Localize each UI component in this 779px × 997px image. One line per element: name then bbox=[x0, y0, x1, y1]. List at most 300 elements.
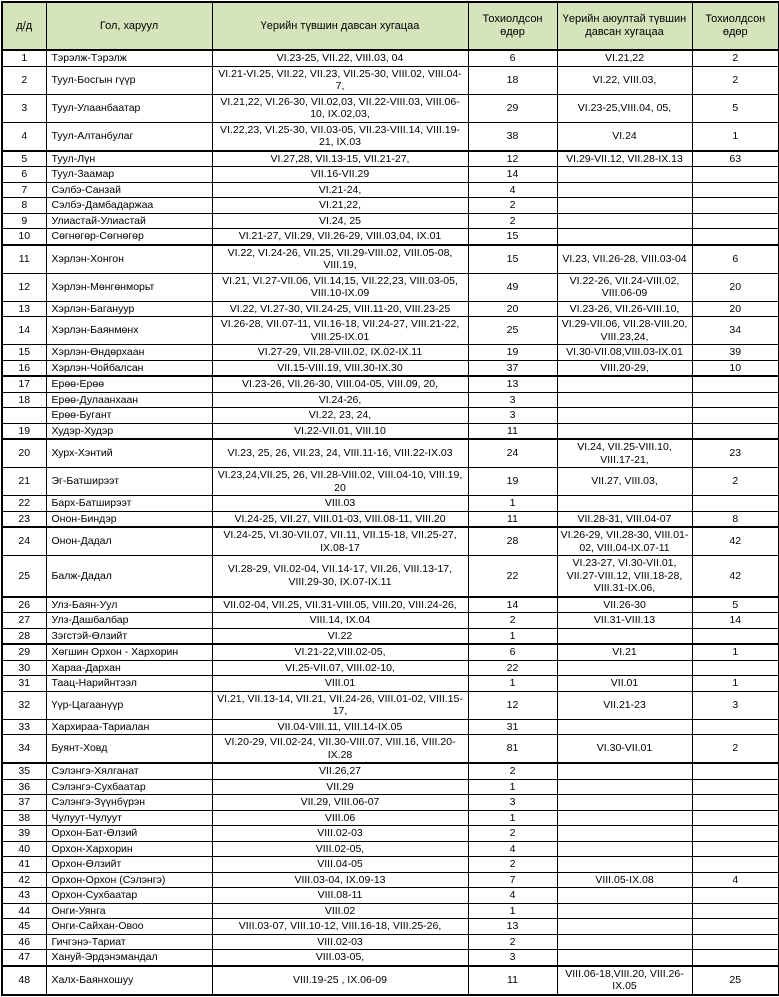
station-cell: Хархираа-Тариалан bbox=[46, 719, 212, 735]
danger-period-cell: VI.24 bbox=[557, 122, 692, 151]
flood-period-cell: VI.21-27, VII.29, VII.26-29, VIII.03,04, IX.01 bbox=[212, 229, 468, 245]
row-number-cell: 40 bbox=[2, 841, 46, 857]
table-row bbox=[2, 795, 779, 811]
row-number-cell: 21 bbox=[2, 468, 46, 496]
danger-period-cell: VII.27, VIII.03, bbox=[557, 468, 692, 496]
row-number-cell: 20 bbox=[2, 439, 46, 468]
table-row bbox=[2, 903, 779, 919]
table-row bbox=[2, 423, 779, 439]
table-row bbox=[2, 613, 779, 629]
row-number-cell: 2 bbox=[2, 66, 46, 94]
flood-days-cell: 2 bbox=[468, 857, 557, 873]
row-number-cell: 32 bbox=[2, 691, 46, 719]
row-number-cell: 18 bbox=[2, 392, 46, 408]
row-number-cell: 13 bbox=[2, 301, 46, 317]
table-row bbox=[2, 597, 779, 613]
row-number-cell: 47 bbox=[2, 950, 46, 966]
flood-days-cell: 7 bbox=[468, 872, 557, 888]
flood-period-cell: VII.16-VII.29 bbox=[212, 167, 468, 183]
station-cell: Буянт-Ховд bbox=[46, 735, 212, 764]
flood-period-cell: VI.24-25, VI.30-VII.07, VII.11, VII.15-18, VII.25-27, IX.08-17 bbox=[212, 527, 468, 556]
row-number-cell: 4 bbox=[2, 122, 46, 151]
station-cell: Худэр-Худэр bbox=[46, 423, 212, 439]
flood-days-cell: 22 bbox=[468, 556, 557, 597]
flood-days-cell: 2 bbox=[468, 763, 557, 779]
station-cell: Ерөө-Ерөө bbox=[46, 376, 212, 392]
row-number-cell: 46 bbox=[2, 934, 46, 950]
flood-days-cell: 11 bbox=[468, 423, 557, 439]
danger-period-cell bbox=[557, 795, 692, 811]
station-cell: Хэрлэн-Хонгон bbox=[46, 245, 212, 274]
flood-days-cell: 4 bbox=[468, 841, 557, 857]
danger-period-cell: VI.30-VII.08,VIII.03-IX.01 bbox=[557, 345, 692, 361]
danger-days-cell: 5 bbox=[692, 597, 779, 613]
danger-period-cell: VII.21-23 bbox=[557, 691, 692, 719]
danger-days-cell: 42 bbox=[692, 527, 779, 556]
flood-period-cell: VII.15-VIII.19, VIII.30-IX.30 bbox=[212, 360, 468, 376]
danger-days-cell: 2 bbox=[692, 468, 779, 496]
flood-period-cell: VI.24-26, bbox=[212, 392, 468, 408]
flood-days-cell: 13 bbox=[468, 919, 557, 935]
table-row bbox=[2, 376, 779, 392]
flood-days-cell: 22 bbox=[468, 660, 557, 676]
row-number-cell: 23 bbox=[2, 511, 46, 527]
row-number-cell: 36 bbox=[2, 779, 46, 795]
flood-days-cell: 14 bbox=[468, 167, 557, 183]
flood-period-cell: VI.22, VI.27-30, VII.24-25, VIII.11-20, VIII.23-25 bbox=[212, 301, 468, 317]
danger-period-cell: VI.30-VII.01 bbox=[557, 735, 692, 764]
flood-days-cell: 18 bbox=[468, 66, 557, 94]
flood-days-cell: 6 bbox=[468, 50, 557, 66]
flood-days-cell: 29 bbox=[468, 94, 557, 122]
table-row bbox=[2, 151, 779, 167]
station-cell: Сэлэнгэ-Сухбаатар bbox=[46, 779, 212, 795]
station-cell: Хэрлэн-Мөнгөнморьт bbox=[46, 273, 212, 301]
station-cell: Онги-Уянга bbox=[46, 903, 212, 919]
table-row bbox=[2, 810, 779, 826]
flood-days-cell: 13 bbox=[468, 376, 557, 392]
flood-days-cell: 3 bbox=[468, 950, 557, 966]
danger-period-cell bbox=[557, 628, 692, 644]
station-cell: Балж-Дадал bbox=[46, 556, 212, 597]
flood-days-cell: 12 bbox=[468, 151, 557, 167]
danger-period-cell bbox=[557, 376, 692, 392]
flood-days-cell: 11 bbox=[468, 511, 557, 527]
danger-days-cell bbox=[692, 950, 779, 966]
row-number-cell: 29 bbox=[2, 644, 46, 660]
table-row bbox=[2, 468, 779, 496]
flood-days-cell: 81 bbox=[468, 735, 557, 764]
flood-period-cell: VIII.01 bbox=[212, 676, 468, 692]
flood-days-cell: 24 bbox=[468, 439, 557, 468]
flood-period-cell: VIII.03 bbox=[212, 496, 468, 512]
row-number-cell: 38 bbox=[2, 810, 46, 826]
danger-days-cell: 42 bbox=[692, 556, 779, 597]
danger-days-cell bbox=[692, 198, 779, 214]
table-row bbox=[2, 763, 779, 779]
table-row bbox=[2, 360, 779, 376]
station-cell: Улиастай-Улиастай bbox=[46, 213, 212, 229]
row-number-cell: 9 bbox=[2, 213, 46, 229]
station-cell: Тэрэлж-Тэрэлж bbox=[46, 50, 212, 66]
danger-period-cell bbox=[557, 408, 692, 424]
row-number-cell: 26 bbox=[2, 597, 46, 613]
danger-period-cell: VI.29-VII.12, VII.28-IX.13 bbox=[557, 151, 692, 167]
table-row bbox=[2, 408, 779, 424]
danger-days-cell: 25 bbox=[692, 966, 779, 995]
flood-period-cell: VIII.19-25 , IX.06-09 bbox=[212, 966, 468, 995]
table-row bbox=[2, 511, 779, 527]
danger-days-cell bbox=[692, 392, 779, 408]
station-cell: Хурх-Хэнтий bbox=[46, 439, 212, 468]
flood-period-cell: VI.21,22, bbox=[212, 198, 468, 214]
danger-period-cell bbox=[557, 496, 692, 512]
row-number-cell: 14 bbox=[2, 317, 46, 345]
danger-days-cell bbox=[692, 934, 779, 950]
danger-days-cell bbox=[692, 903, 779, 919]
table-row bbox=[2, 735, 779, 764]
flood-period-cell: VI.25-VII.07, VIII.02-10, bbox=[212, 660, 468, 676]
flood-days-cell: 31 bbox=[468, 719, 557, 735]
danger-period-cell: VI.23-27, VI.30-VII.01, VII.27-VIII.12, VIII.18-28, VIII.31-IX.06, bbox=[557, 556, 692, 597]
flood-days-cell: 15 bbox=[468, 245, 557, 274]
station-cell: Орхон-Хархорин bbox=[46, 841, 212, 857]
flood-period-cell: VI.22,23, VI.25-30, VII.03-05, VII.23-VIII.14, VIII.19-21, IX.03 bbox=[212, 122, 468, 151]
flood-days-cell: 1 bbox=[468, 496, 557, 512]
danger-days-cell bbox=[692, 919, 779, 935]
flood-days-cell: 2 bbox=[468, 934, 557, 950]
flood-days-cell: 4 bbox=[468, 888, 557, 904]
station-cell: Хэрлэн-Багануур bbox=[46, 301, 212, 317]
row-number-cell: 42 bbox=[2, 872, 46, 888]
flood-days-cell: 6 bbox=[468, 644, 557, 660]
row-number-cell: 3 bbox=[2, 94, 46, 122]
row-number-cell: 17 bbox=[2, 376, 46, 392]
danger-period-cell: VI.23-26, VII.26-VIII.10, bbox=[557, 301, 692, 317]
table-row bbox=[2, 94, 779, 122]
header-danger-period: Үерийн аюултай түвшин давсан хугацаа bbox=[557, 2, 692, 50]
table-row bbox=[2, 301, 779, 317]
flood-period-cell: VIII.02-05, bbox=[212, 841, 468, 857]
danger-days-cell: 5 bbox=[692, 94, 779, 122]
danger-period-cell: VI.24, VII.25-VIII.10, VIII.17-21, bbox=[557, 439, 692, 468]
flood-period-cell: VI.21-VI.25, VII.22, VII.23, VII.25-30, VIII.02, VIII.04-7, bbox=[212, 66, 468, 94]
danger-days-cell bbox=[692, 888, 779, 904]
table-row bbox=[2, 213, 779, 229]
flood-period-cell: VI.28-29, VII.02-04, VII.14-17, VII.26, VIII.13-17, VIII.29-30, IX.07-IX.11 bbox=[212, 556, 468, 597]
danger-period-cell: VI.22-26, VII.24-VIII.02, VIII.06-09 bbox=[557, 273, 692, 301]
danger-period-cell: VII.28-31, VIII.04-07 bbox=[557, 511, 692, 527]
row-number-cell: 8 bbox=[2, 198, 46, 214]
table-row bbox=[2, 122, 779, 151]
station-cell: Эг-Батширээт bbox=[46, 468, 212, 496]
danger-days-cell: 2 bbox=[692, 66, 779, 94]
danger-period-cell bbox=[557, 392, 692, 408]
table-row bbox=[2, 167, 779, 183]
danger-period-cell: VII.31-VIII.13 bbox=[557, 613, 692, 629]
flood-days-cell: 49 bbox=[468, 273, 557, 301]
row-number-cell: 15 bbox=[2, 345, 46, 361]
row-number-cell: 11 bbox=[2, 245, 46, 274]
header-number: д/д bbox=[2, 2, 46, 50]
table-row bbox=[2, 198, 779, 214]
danger-days-cell bbox=[692, 496, 779, 512]
flood-period-cell: VI.22 bbox=[212, 628, 468, 644]
flood-days-cell: 37 bbox=[468, 360, 557, 376]
station-cell: Халх-Баянхошуу bbox=[46, 966, 212, 995]
danger-period-cell bbox=[557, 950, 692, 966]
table-row bbox=[2, 317, 779, 345]
flood-period-cell: VIII.02 bbox=[212, 903, 468, 919]
danger-days-cell: 10 bbox=[692, 360, 779, 376]
danger-days-cell bbox=[692, 660, 779, 676]
flood-days-cell: 1 bbox=[468, 903, 557, 919]
table-row bbox=[2, 556, 779, 597]
table-header bbox=[2, 2, 779, 50]
row-number-cell: 12 bbox=[2, 273, 46, 301]
table-body bbox=[2, 50, 779, 995]
danger-days-cell bbox=[692, 408, 779, 424]
table-row bbox=[2, 966, 779, 995]
flood-period-cell: VI.22, VI.24-26, VII.25, VII.29-VIII.02, VIII.05-08, VIII.19, bbox=[212, 245, 468, 274]
flood-period-cell: VII.29 bbox=[212, 779, 468, 795]
danger-days-cell: 6 bbox=[692, 245, 779, 274]
row-number-cell: 30 bbox=[2, 660, 46, 676]
danger-days-cell: 1 bbox=[692, 644, 779, 660]
danger-days-cell bbox=[692, 763, 779, 779]
flood-days-cell: 1 bbox=[468, 628, 557, 644]
danger-period-cell: VIII.20-29, bbox=[557, 360, 692, 376]
flood-days-cell: 2 bbox=[468, 613, 557, 629]
table-row bbox=[2, 644, 779, 660]
danger-days-cell bbox=[692, 376, 779, 392]
danger-period-cell bbox=[557, 719, 692, 735]
flood-period-cell: VIII.02-03 bbox=[212, 826, 468, 842]
danger-days-cell: 4 bbox=[692, 872, 779, 888]
danger-period-cell: VII.26-30 bbox=[557, 597, 692, 613]
danger-period-cell bbox=[557, 934, 692, 950]
danger-period-cell bbox=[557, 841, 692, 857]
header-flood-days: Тохиолдсон өдөр bbox=[468, 2, 557, 50]
row-number-cell: 28 bbox=[2, 628, 46, 644]
table-row bbox=[2, 50, 779, 66]
flood-days-cell: 20 bbox=[468, 301, 557, 317]
flood-period-cell: VII.29, VIII.06-07 bbox=[212, 795, 468, 811]
station-cell: Сөгнөгөр-Сөгнөгөр bbox=[46, 229, 212, 245]
danger-days-cell: 2 bbox=[692, 735, 779, 764]
danger-days-cell: 34 bbox=[692, 317, 779, 345]
flood-period-cell: VI.23,24,VII.25, 26, VII.28-VIII.02, VIII.04-10, VIII.19, 20 bbox=[212, 468, 468, 496]
table-row bbox=[2, 888, 779, 904]
flood-period-cell: VI.22-VII.01, VIII.10 bbox=[212, 423, 468, 439]
flood-period-cell: VI.27,28, VII.13-15, VII.21-27, bbox=[212, 151, 468, 167]
danger-days-cell bbox=[692, 810, 779, 826]
danger-days-cell: 3 bbox=[692, 691, 779, 719]
row-number-cell: 48 bbox=[2, 966, 46, 995]
table-row bbox=[2, 841, 779, 857]
table-row bbox=[2, 66, 779, 94]
flood-days-cell: 19 bbox=[468, 345, 557, 361]
row-number-cell: 22 bbox=[2, 496, 46, 512]
danger-days-cell bbox=[692, 779, 779, 795]
station-cell: Үүр-Цагаанүүр bbox=[46, 691, 212, 719]
flood-days-cell: 1 bbox=[468, 676, 557, 692]
station-cell: Хараа-Дархан bbox=[46, 660, 212, 676]
danger-days-cell: 1 bbox=[692, 122, 779, 151]
flood-days-cell: 2 bbox=[468, 198, 557, 214]
station-cell: Орхон-Орхон (Сэлэнгэ) bbox=[46, 872, 212, 888]
flood-period-cell: VIII.04-05 bbox=[212, 857, 468, 873]
flood-days-cell: 19 bbox=[468, 468, 557, 496]
danger-period-cell bbox=[557, 888, 692, 904]
danger-period-cell: VIII.06-18,VIII.20, VIII.26-IX.05 bbox=[557, 966, 692, 995]
station-cell: Таац-Нарийнтээл bbox=[46, 676, 212, 692]
station-cell: Ерөө-Дулаанхаан bbox=[46, 392, 212, 408]
station-cell: Барх-Батширээт bbox=[46, 496, 212, 512]
flood-days-cell: 12 bbox=[468, 691, 557, 719]
row-number-cell: 39 bbox=[2, 826, 46, 842]
row-number-cell: 34 bbox=[2, 735, 46, 764]
flood-period-cell: VIII.06 bbox=[212, 810, 468, 826]
danger-period-cell bbox=[557, 660, 692, 676]
station-cell: Хэрлэн-Чойбалсан bbox=[46, 360, 212, 376]
danger-days-cell: 14 bbox=[692, 613, 779, 629]
table-row bbox=[2, 182, 779, 198]
table-row bbox=[2, 719, 779, 735]
danger-days-cell bbox=[692, 423, 779, 439]
table-row bbox=[2, 950, 779, 966]
header-station: Гол, харуул bbox=[46, 2, 212, 50]
station-cell: Гичгэнэ-Тариат bbox=[46, 934, 212, 950]
station-cell: Чулуут-Чулуут bbox=[46, 810, 212, 826]
station-cell: Туул-Заамар bbox=[46, 167, 212, 183]
danger-days-cell: 8 bbox=[692, 511, 779, 527]
flood-days-cell: 25 bbox=[468, 317, 557, 345]
danger-days-cell bbox=[692, 795, 779, 811]
danger-days-cell bbox=[692, 182, 779, 198]
danger-period-cell: VIII.05-IX.08 bbox=[557, 872, 692, 888]
table-row bbox=[2, 919, 779, 935]
danger-period-cell bbox=[557, 198, 692, 214]
table-row bbox=[2, 676, 779, 692]
flood-period-cell: VIII.02-03 bbox=[212, 934, 468, 950]
row-number-cell: 10 bbox=[2, 229, 46, 245]
station-cell: Хэрлэн-Баянмөнх bbox=[46, 317, 212, 345]
flood-period-cell: VI.20-29, VII.02-24, VII.30-VIII.07, VIII.16, VIII.20-IX.28 bbox=[212, 735, 468, 764]
danger-period-cell: VI.21,22 bbox=[557, 50, 692, 66]
row-number-cell: 16 bbox=[2, 360, 46, 376]
header-danger-days: Тохиолдсон өдөр bbox=[692, 2, 779, 50]
danger-period-cell bbox=[557, 779, 692, 795]
danger-days-cell: 20 bbox=[692, 301, 779, 317]
danger-period-cell: VI.29-VII.06, VII.28-VIII.20, VIII.23,24, bbox=[557, 317, 692, 345]
header-flood-period: Үерийн түвшин давсан хугацаа bbox=[212, 2, 468, 50]
station-cell: Хэрлэн-Өндөрхаан bbox=[46, 345, 212, 361]
danger-period-cell: VI.23, VII.26-28, VIII.03-04 bbox=[557, 245, 692, 274]
row-number-cell: 31 bbox=[2, 676, 46, 692]
flood-days-cell: 15 bbox=[468, 229, 557, 245]
danger-days-cell: 63 bbox=[692, 151, 779, 167]
table-row bbox=[2, 826, 779, 842]
flood-period-cell: VIII.08-11 bbox=[212, 888, 468, 904]
flood-period-cell: VI.24-25, VII.27, VIII.01-03, VIII.08-11, VIII.20 bbox=[212, 511, 468, 527]
flood-period-cell: VIII.03-04, IX.09-13 bbox=[212, 872, 468, 888]
table-row bbox=[2, 628, 779, 644]
danger-days-cell: 2 bbox=[692, 50, 779, 66]
station-cell: Орхон-Бат-Өлзий bbox=[46, 826, 212, 842]
flood-period-cell: VI.21, VII.13-14, VII.21, VII.24-26, VIII.01-02, VIII.15-17, bbox=[212, 691, 468, 719]
flood-period-cell: VI.21-22,VIII.02-05, bbox=[212, 644, 468, 660]
station-cell: Хануй-Эрдэнэмандал bbox=[46, 950, 212, 966]
danger-days-cell: 39 bbox=[692, 345, 779, 361]
flood-period-cell: VII.26,27 bbox=[212, 763, 468, 779]
header-row bbox=[2, 2, 779, 50]
danger-period-cell bbox=[557, 826, 692, 842]
flood-period-cell: VI.21-24, bbox=[212, 182, 468, 198]
danger-days-cell: 20 bbox=[692, 273, 779, 301]
station-cell: Орхон-Сухбаатар bbox=[46, 888, 212, 904]
station-cell: Туул-Лүн bbox=[46, 151, 212, 167]
table-row bbox=[2, 229, 779, 245]
danger-period-cell bbox=[557, 167, 692, 183]
danger-period-cell bbox=[557, 919, 692, 935]
table-row bbox=[2, 660, 779, 676]
station-cell: Онон-Дадал bbox=[46, 527, 212, 556]
table-row bbox=[2, 245, 779, 274]
row-number-cell: 19 bbox=[2, 423, 46, 439]
danger-days-cell bbox=[692, 719, 779, 735]
danger-period-cell bbox=[557, 810, 692, 826]
row-number-cell: 44 bbox=[2, 903, 46, 919]
table-row bbox=[2, 691, 779, 719]
flood-days-cell: 28 bbox=[468, 527, 557, 556]
row-number-cell bbox=[2, 408, 46, 424]
flood-period-cell: VI.26-28, VII.07-11, VII.16-18, VII.24-27, VIII.21-22, VIII.25-IX.01 bbox=[212, 317, 468, 345]
station-cell: Сэлэнгэ-Хялганат bbox=[46, 763, 212, 779]
flood-period-cell: VI.21, VI.27-VII.06, VII.14,15, VII.22,23, VIII.03-05, VIII.10-IX.09 bbox=[212, 273, 468, 301]
station-cell: Улз-Дашбалбар bbox=[46, 613, 212, 629]
flood-period-cell: VI.23, 25, 26, VII.23, 24, VIII.11-16, VIII.22-IX.03 bbox=[212, 439, 468, 468]
danger-period-cell bbox=[557, 213, 692, 229]
table-row bbox=[2, 345, 779, 361]
danger-days-cell bbox=[692, 229, 779, 245]
danger-days-cell: 1 bbox=[692, 676, 779, 692]
station-cell: Хөгшин Орхон - Хархорин bbox=[46, 644, 212, 660]
table-row bbox=[2, 872, 779, 888]
flood-period-cell: VIII.03-05, bbox=[212, 950, 468, 966]
row-number-cell: 7 bbox=[2, 182, 46, 198]
flood-period-cell: VII.04-VIII.11, VIII.14-IX.05 bbox=[212, 719, 468, 735]
danger-days-cell bbox=[692, 841, 779, 857]
flood-period-cell: VI.27-29, VII.28-VIII.02, IX.02-IX.11 bbox=[212, 345, 468, 361]
flood-days-cell: 1 bbox=[468, 779, 557, 795]
danger-period-cell: VI.21 bbox=[557, 644, 692, 660]
station-cell: Улз-Баян-Уул bbox=[46, 597, 212, 613]
flood-days-cell: 2 bbox=[468, 826, 557, 842]
row-number-cell: 45 bbox=[2, 919, 46, 935]
danger-period-cell: VI.26-29, VII.28-30, VIII.01-02, VIII.04-IX.07-11 bbox=[557, 527, 692, 556]
row-number-cell: 37 bbox=[2, 795, 46, 811]
table-row bbox=[2, 392, 779, 408]
flood-days-cell: 4 bbox=[468, 182, 557, 198]
table-row bbox=[2, 439, 779, 468]
flood-days-cell: 11 bbox=[468, 966, 557, 995]
row-number-cell: 6 bbox=[2, 167, 46, 183]
danger-period-cell bbox=[557, 229, 692, 245]
flood-days-cell: 14 bbox=[468, 597, 557, 613]
table-row bbox=[2, 779, 779, 795]
flood-period-cell: VI.21,22, VI.26-30, VII.02,03, VII.22-VIII.03, VIII.06-10, IX.02,03, bbox=[212, 94, 468, 122]
